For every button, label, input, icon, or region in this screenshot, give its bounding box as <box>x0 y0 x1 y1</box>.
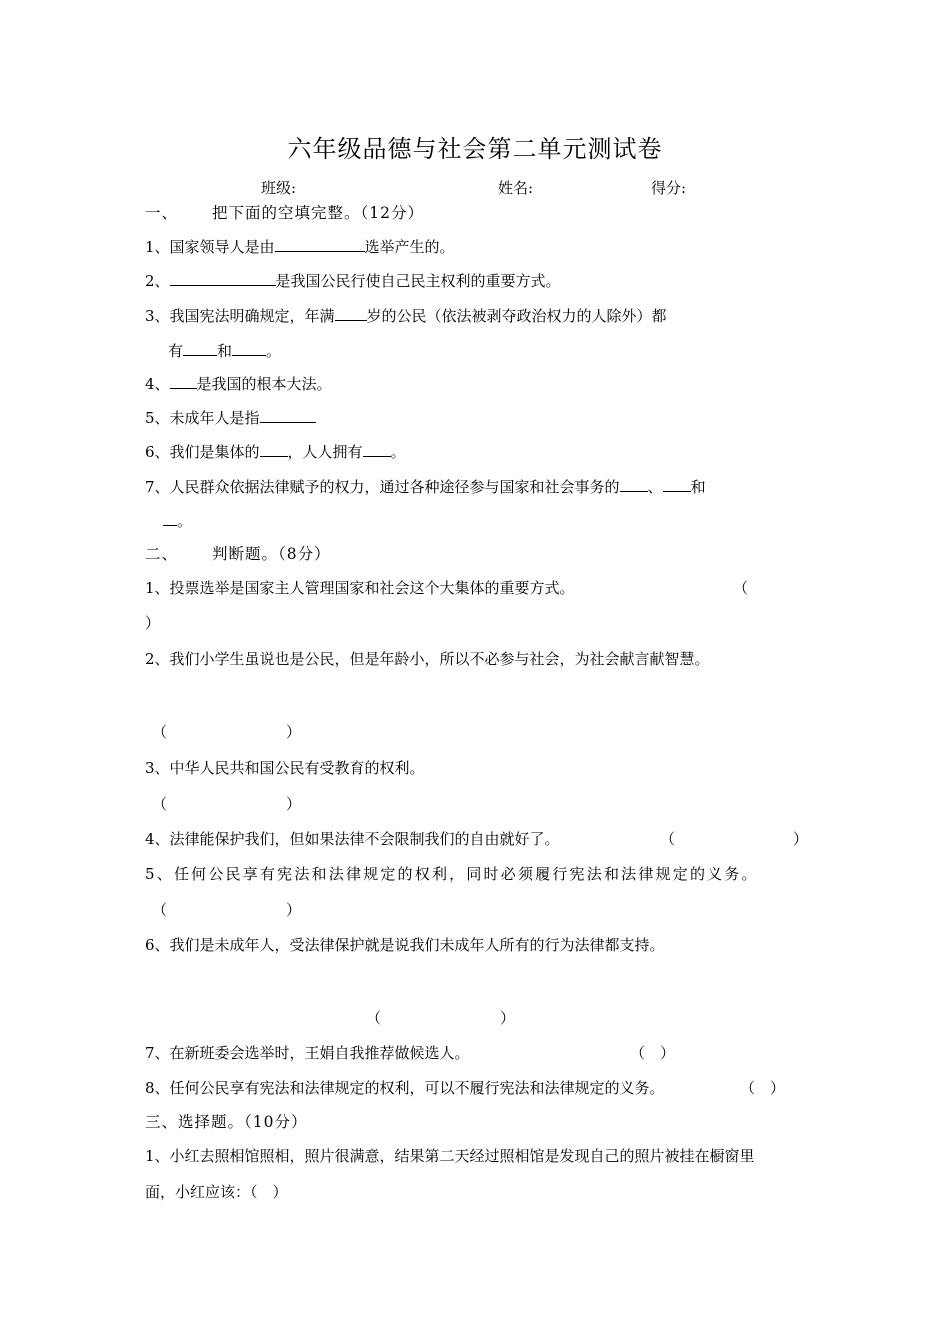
answer-paren-open[interactable]: （ <box>660 830 676 848</box>
answer-paren-open[interactable]: （ <box>152 723 168 741</box>
s1-question-3: 3、我国宪法明确规定，年满 岁的公民（依法被剥夺政治权力的人除外）都 <box>145 307 667 325</box>
answer-paren-close[interactable]: ） <box>145 614 161 632</box>
answer-blank[interactable] <box>663 476 691 492</box>
answer-paren-close[interactable]: ） <box>500 1009 516 1027</box>
section1-title: 把下面的空填完整。（12分） <box>212 204 424 222</box>
section2-number: 二、 <box>145 545 179 563</box>
answer-paren-close[interactable]: ） <box>286 795 302 813</box>
s2-question-1: 1、投票选举是国家主人管理国家和社会这个大集体的重要方式。 <box>145 579 575 597</box>
answer-blank[interactable] <box>232 340 266 356</box>
s2-question-6: 6、我们是未成年人，受法律保护就是说我们未成年人所有的行为法律都支持。 <box>145 936 665 954</box>
s1-question-7-cont: 。 <box>163 510 192 531</box>
s1-question-4: 4、 是我国的根本大法。 <box>145 375 332 393</box>
s1-question-1: 1、国家领导人是由 选举产生的。 <box>145 238 455 256</box>
s2-question-3: 3、中华人民共和国公民有受教育的权利。 <box>145 759 425 777</box>
answer-paren-close[interactable]: ） <box>286 723 302 741</box>
answer-paren-open[interactable]: （ <box>152 901 168 919</box>
s1-question-7: 7、人民群众依据法律赋予的权力，通过各种途径参与国家和社会事务的 、 和 <box>145 478 706 496</box>
section1-number: 一、 <box>145 204 179 222</box>
answer-blank[interactable] <box>275 236 365 252</box>
s2-question-8: 8、任何公民享有宪法和法律规定的权利，可以不履行宪法和法律规定的义务。 <box>145 1079 665 1097</box>
class-label: 班级: <box>261 179 297 197</box>
answer-blank[interactable] <box>260 441 288 457</box>
s3-question-1: 1、小红去照相馆照相，照片很满意，结果第二天经过照相馆是发现自己的照片被挂在橱窗里 <box>145 1147 755 1165</box>
answer-paren-open[interactable]: （ <box>733 579 749 597</box>
answer-paren-open[interactable]: （ <box>366 1009 382 1027</box>
answer-blank[interactable] <box>170 270 276 286</box>
s2-question-7: 7、在新班委会选举时，王娟自我推荐做候选人。 <box>145 1044 470 1062</box>
answer-paren-pair[interactable]: （ ） <box>740 1079 786 1097</box>
answer-blank[interactable] <box>163 510 177 526</box>
s2-question-5: 5、任何公民享有宪法和法律规定的权利，同时必须履行宪法和法律规定的义务。 <box>145 865 759 883</box>
answer-blank[interactable] <box>335 305 367 321</box>
answer-paren-open[interactable]: （ <box>152 795 168 813</box>
score-label: 得分: <box>651 179 687 197</box>
s2-question-2: 2、我们小学生虽说也是公民，但是年龄小，所以不必参与社会，为社会献言献智慧。 <box>145 650 710 668</box>
s3-question-1-cont: 面，小红应该：（ ） <box>145 1183 288 1201</box>
answer-paren-pair[interactable]: （ ） <box>630 1044 676 1062</box>
s1-question-2: 2、 是我国公民行使自己民主权利的重要方式。 <box>145 272 561 290</box>
answer-blank[interactable] <box>260 407 316 423</box>
section3-title: 三、选择题。（10分） <box>145 1113 308 1131</box>
s2-question-4: 4、法律能保护我们，但如果法律不会限制我们的自由就好了。 <box>145 830 560 848</box>
answer-blank[interactable] <box>183 340 217 356</box>
answer-blank[interactable] <box>170 373 197 389</box>
exam-title: 六年级品德与社会第二单元测试卷 <box>287 135 663 163</box>
name-label: 姓名: <box>498 179 534 197</box>
s1-question-5: 5、未成年人是指 <box>145 407 316 428</box>
s1-question-6: 6、我们是集体的 ，人人拥有 。 <box>145 443 406 461</box>
s1-question-3-cont: 有 和 。 <box>168 342 282 360</box>
answer-paren-close[interactable]: ） <box>286 901 302 919</box>
section2-title: 判断题。（8分） <box>212 545 331 563</box>
answer-blank[interactable] <box>620 476 648 492</box>
answer-paren-close[interactable]: ） <box>793 830 809 848</box>
answer-blank[interactable] <box>363 441 391 457</box>
